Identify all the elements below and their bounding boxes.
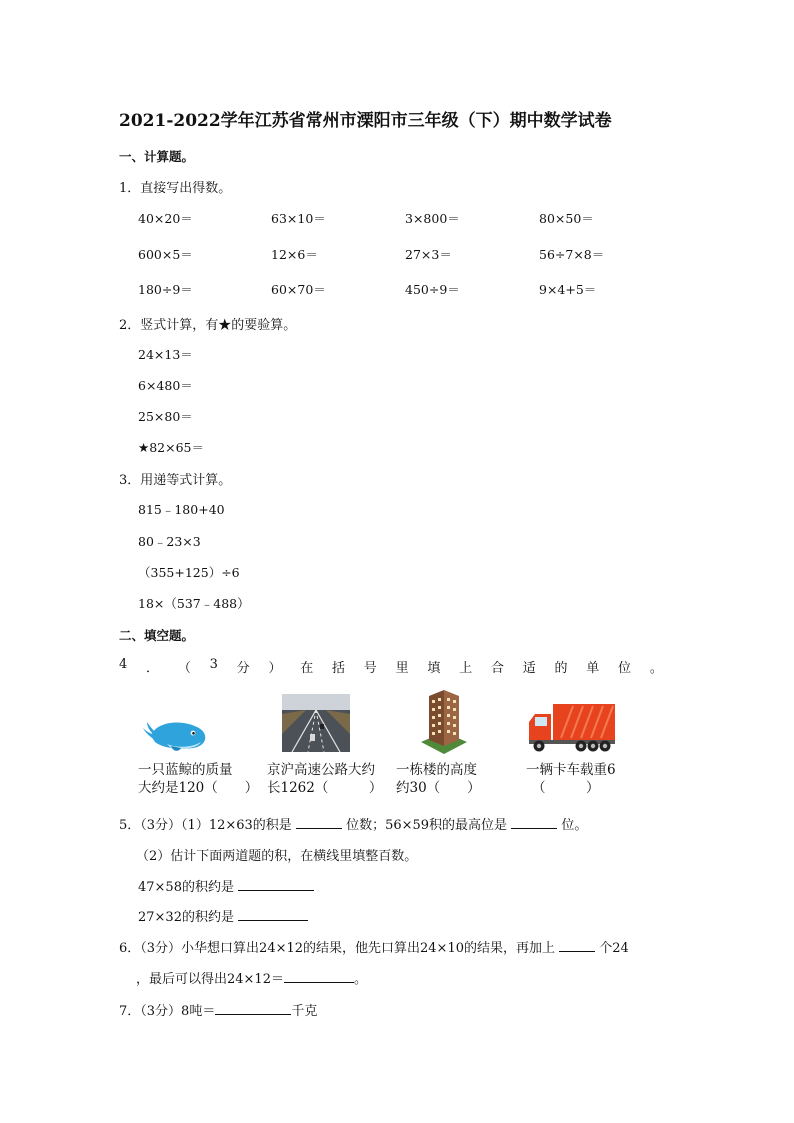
question-1-stem: 1．直接写出得数。	[119, 181, 232, 196]
q4-stem-char: 。	[649, 661, 663, 676]
q3-item: 80﹣23×3	[138, 534, 201, 549]
q5-text: 5．（3分）（1）12×63的积是	[119, 818, 292, 833]
q4-picture-strip	[137, 688, 631, 800]
q3-item: （355+125）÷6	[138, 565, 240, 580]
question-5-est1	[138, 876, 314, 895]
q1-item: 9×4+5＝	[539, 282, 597, 297]
q6-text: ，最后可以得出24×12＝	[136, 972, 284, 987]
caption-line: 约30（ ）	[396, 780, 481, 796]
q6-text: 6．（3分）小华想口算出24×12的结果，他先口算出24×10的结果，再加上	[119, 941, 555, 956]
q1-item: 56÷7×8＝	[539, 247, 605, 262]
q2-item: 24×13＝	[138, 347, 193, 362]
q1-item: 80×50＝	[539, 211, 594, 226]
q3-item: 18×（537﹣488）	[138, 596, 250, 611]
q2-item: 25×80＝	[138, 409, 193, 424]
q1-item: 60×70＝	[271, 282, 326, 297]
answer-blank[interactable]	[238, 878, 314, 891]
section-heading-calc: 一、计算题。	[119, 149, 195, 164]
q7-text: 千克	[291, 1004, 318, 1019]
answer-blank[interactable]	[215, 1002, 291, 1015]
caption-line: 大约是120（ ）	[138, 780, 259, 796]
question-7	[119, 1000, 317, 1019]
question-2-stem: 2．竖式计算，有★的要验算。	[119, 318, 297, 333]
q7-text: 7．（3分）8吨＝	[119, 1004, 216, 1019]
question-4-stem	[119, 657, 663, 676]
q4-stem-char: 的	[554, 661, 568, 676]
q1-item: 600×5＝	[138, 247, 193, 262]
answer-blank[interactable]	[296, 816, 342, 829]
q1-item: 180÷9＝	[138, 282, 193, 297]
q4-stem-char: 号	[363, 661, 377, 676]
q1-item: 3×800＝	[405, 211, 460, 226]
q4-stem-char: 里	[395, 661, 409, 676]
q4-stem-char: ．	[146, 661, 160, 676]
caption-line: 长1262（ ）	[267, 780, 383, 796]
q1-item: 63×10＝	[271, 211, 326, 226]
question-5-line1	[119, 814, 587, 833]
answer-blank[interactable]	[511, 816, 557, 829]
answer-blank[interactable]	[284, 970, 354, 983]
truck-icon	[527, 702, 617, 754]
answer-blank[interactable]	[238, 908, 308, 921]
q4-caption-highway	[267, 761, 382, 797]
q4-stem-char: 括	[332, 661, 346, 676]
q4-stem-char: ）	[268, 661, 282, 676]
section-heading-fill: 二、填空题。	[119, 628, 195, 643]
q4-stem-char: （	[177, 661, 191, 676]
q4-caption-truck	[526, 761, 616, 797]
highway-icon	[282, 694, 350, 752]
q2-item: 6×480＝	[138, 378, 193, 393]
q6-text: 。	[353, 972, 367, 987]
q1-item: 450÷9＝	[405, 282, 460, 297]
q4-stem-char: 分	[236, 661, 250, 676]
q1-item: 40×20＝	[138, 211, 193, 226]
question-6-line1	[119, 937, 629, 956]
q4-caption-building	[396, 761, 481, 797]
question-5-est2	[138, 906, 308, 925]
question-6-line2	[136, 968, 367, 987]
caption-line: 京沪高速公路大约	[267, 762, 375, 778]
page-title: 2021-2022学年江苏省常州市溧阳市三年级（下）期中数学试卷	[119, 111, 612, 131]
question-3-stem: 3．用递等式计算。	[119, 473, 232, 488]
whale-icon	[141, 714, 211, 754]
q4-stem-char: 4	[119, 657, 128, 672]
caption-line: 一只蓝鲸的质量	[138, 762, 233, 778]
q5-text: 位数；56×59积的最高位是	[346, 818, 508, 833]
q4-stem-char: 单	[586, 661, 600, 676]
caption-line: 一栋楼的高度	[396, 762, 477, 778]
q4-stem-char: 3	[209, 657, 218, 672]
q2-item: ★82×65＝	[138, 440, 204, 455]
q4-stem-char: 填	[427, 661, 441, 676]
q6-text: 个24	[599, 941, 629, 956]
answer-blank[interactable]	[559, 939, 595, 952]
question-5-line2: （2）估计下面两道题的积，在横线里填整百数。	[136, 849, 418, 864]
q5-text: 27×32的积约是	[138, 910, 234, 925]
q1-item: 12×6＝	[271, 247, 318, 262]
q4-stem-char: 适	[522, 661, 536, 676]
q3-item: 815﹣180+40	[138, 502, 225, 517]
building-icon	[419, 688, 469, 754]
q4-stem-char: 在	[300, 661, 314, 676]
caption-line: （ ）	[532, 780, 600, 796]
q4-stem-char: 合	[490, 661, 504, 676]
caption-line: 一辆卡车载重6	[526, 762, 616, 778]
q4-stem-char: 位	[618, 661, 632, 676]
q4-stem-char: 上	[459, 661, 473, 676]
q5-text: 47×58的积约是	[138, 880, 234, 895]
q1-item: 27×3＝	[405, 247, 452, 262]
q4-caption-whale	[138, 761, 258, 797]
q5-text: 位。	[561, 818, 588, 833]
